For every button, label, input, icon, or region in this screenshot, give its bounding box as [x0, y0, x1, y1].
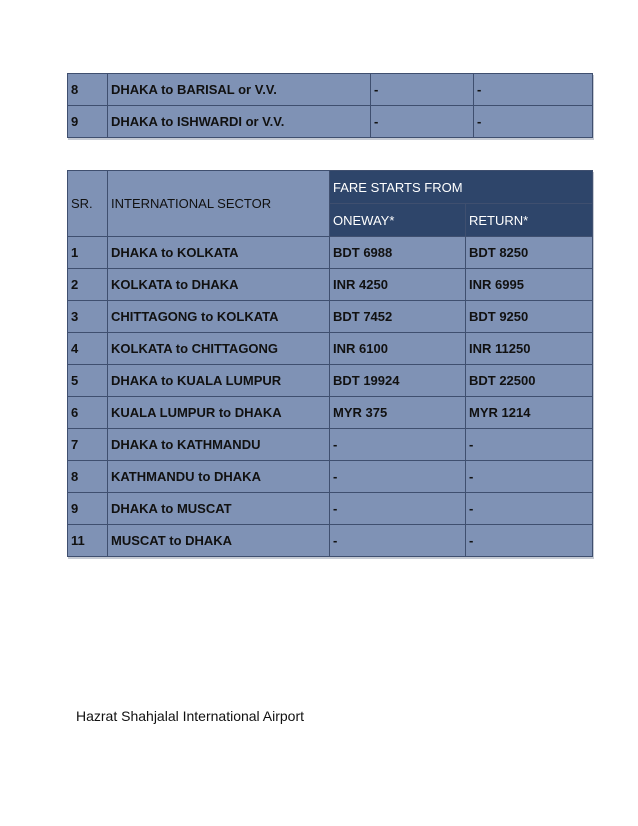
table-row	[68, 461, 593, 493]
sector-cell: KUALA LUMPUR to DHAKA	[108, 397, 330, 429]
table-row	[68, 74, 593, 106]
sector-cell: DHAKA to KUALA LUMPUR	[108, 365, 330, 397]
return-cell: INR 6995	[466, 269, 593, 301]
oneway-cell: INR 6100	[330, 333, 466, 365]
return-cell: MYR 1214	[466, 397, 593, 429]
oneway-cell: -	[330, 493, 466, 525]
sr-cell: 3	[68, 301, 108, 333]
sr-cell: 2	[68, 269, 108, 301]
sector-cell: KATHMANDU to DHAKA	[108, 461, 330, 493]
sector-cell: CHITTAGONG to KOLKATA	[108, 301, 330, 333]
return-cell: -	[474, 74, 593, 106]
sr-cell: 11	[68, 525, 108, 557]
sr-cell: 6	[68, 397, 108, 429]
sr-header: SR.	[68, 171, 108, 237]
oneway-cell: BDT 7452	[330, 301, 466, 333]
sector-cell: DHAKA to KOLKATA	[108, 237, 330, 269]
fare-starts-header: FARE STARTS FROM	[330, 171, 593, 204]
header-row	[68, 171, 593, 204]
return-cell: BDT 8250	[466, 237, 593, 269]
sector-cell: KOLKATA to CHITTAGONG	[108, 333, 330, 365]
oneway-cell: -	[371, 74, 474, 106]
sector-cell: MUSCAT to DHAKA	[108, 525, 330, 557]
table-row	[68, 525, 593, 557]
sr-cell: 5	[68, 365, 108, 397]
return-cell: -	[466, 461, 593, 493]
return-cell: -	[466, 493, 593, 525]
footer-text: Hazrat Shahjalal International Airport	[76, 708, 305, 724]
oneway-cell: BDT 6988	[330, 237, 466, 269]
table-row	[68, 429, 593, 461]
sr-cell: 9	[68, 493, 108, 525]
table-row	[68, 106, 593, 138]
return-cell: -	[466, 429, 593, 461]
oneway-cell: INR 4250	[330, 269, 466, 301]
return-cell: BDT 22500	[466, 365, 593, 397]
table-row	[68, 333, 593, 365]
oneway-header: ONEWAY*	[330, 204, 466, 237]
table-row	[68, 301, 593, 333]
oneway-cell: -	[330, 429, 466, 461]
sector-cell: DHAKA to MUSCAT	[108, 493, 330, 525]
sector-cell: DHAKA to ISHWARDI or V.V.	[108, 106, 371, 138]
sr-cell: 8	[68, 461, 108, 493]
sector-cell: DHAKA to KATHMANDU	[108, 429, 330, 461]
table-row	[68, 269, 593, 301]
oneway-cell: MYR 375	[330, 397, 466, 429]
return-header: RETURN*	[466, 204, 593, 237]
sector-header: INTERNATIONAL SECTOR	[108, 171, 330, 237]
sr-cell: 9	[68, 106, 108, 138]
return-cell: -	[466, 525, 593, 557]
table-row	[68, 493, 593, 525]
sector-cell: KOLKATA to DHAKA	[108, 269, 330, 301]
sr-cell: 7	[68, 429, 108, 461]
sr-cell: 8	[68, 74, 108, 106]
table-row	[68, 237, 593, 269]
oneway-cell: BDT 19924	[330, 365, 466, 397]
domestic-fare-table	[67, 73, 593, 138]
return-cell: BDT 9250	[466, 301, 593, 333]
return-cell: INR 11250	[466, 333, 593, 365]
sr-cell: 4	[68, 333, 108, 365]
oneway-cell: -	[330, 461, 466, 493]
table-row	[68, 397, 593, 429]
oneway-cell: -	[371, 106, 474, 138]
table-row	[68, 365, 593, 397]
sr-cell: 1	[68, 237, 108, 269]
return-cell: -	[474, 106, 593, 138]
sector-cell: DHAKA to BARISAL or V.V.	[108, 74, 371, 106]
international-fare-table	[67, 170, 593, 557]
oneway-cell: -	[330, 525, 466, 557]
